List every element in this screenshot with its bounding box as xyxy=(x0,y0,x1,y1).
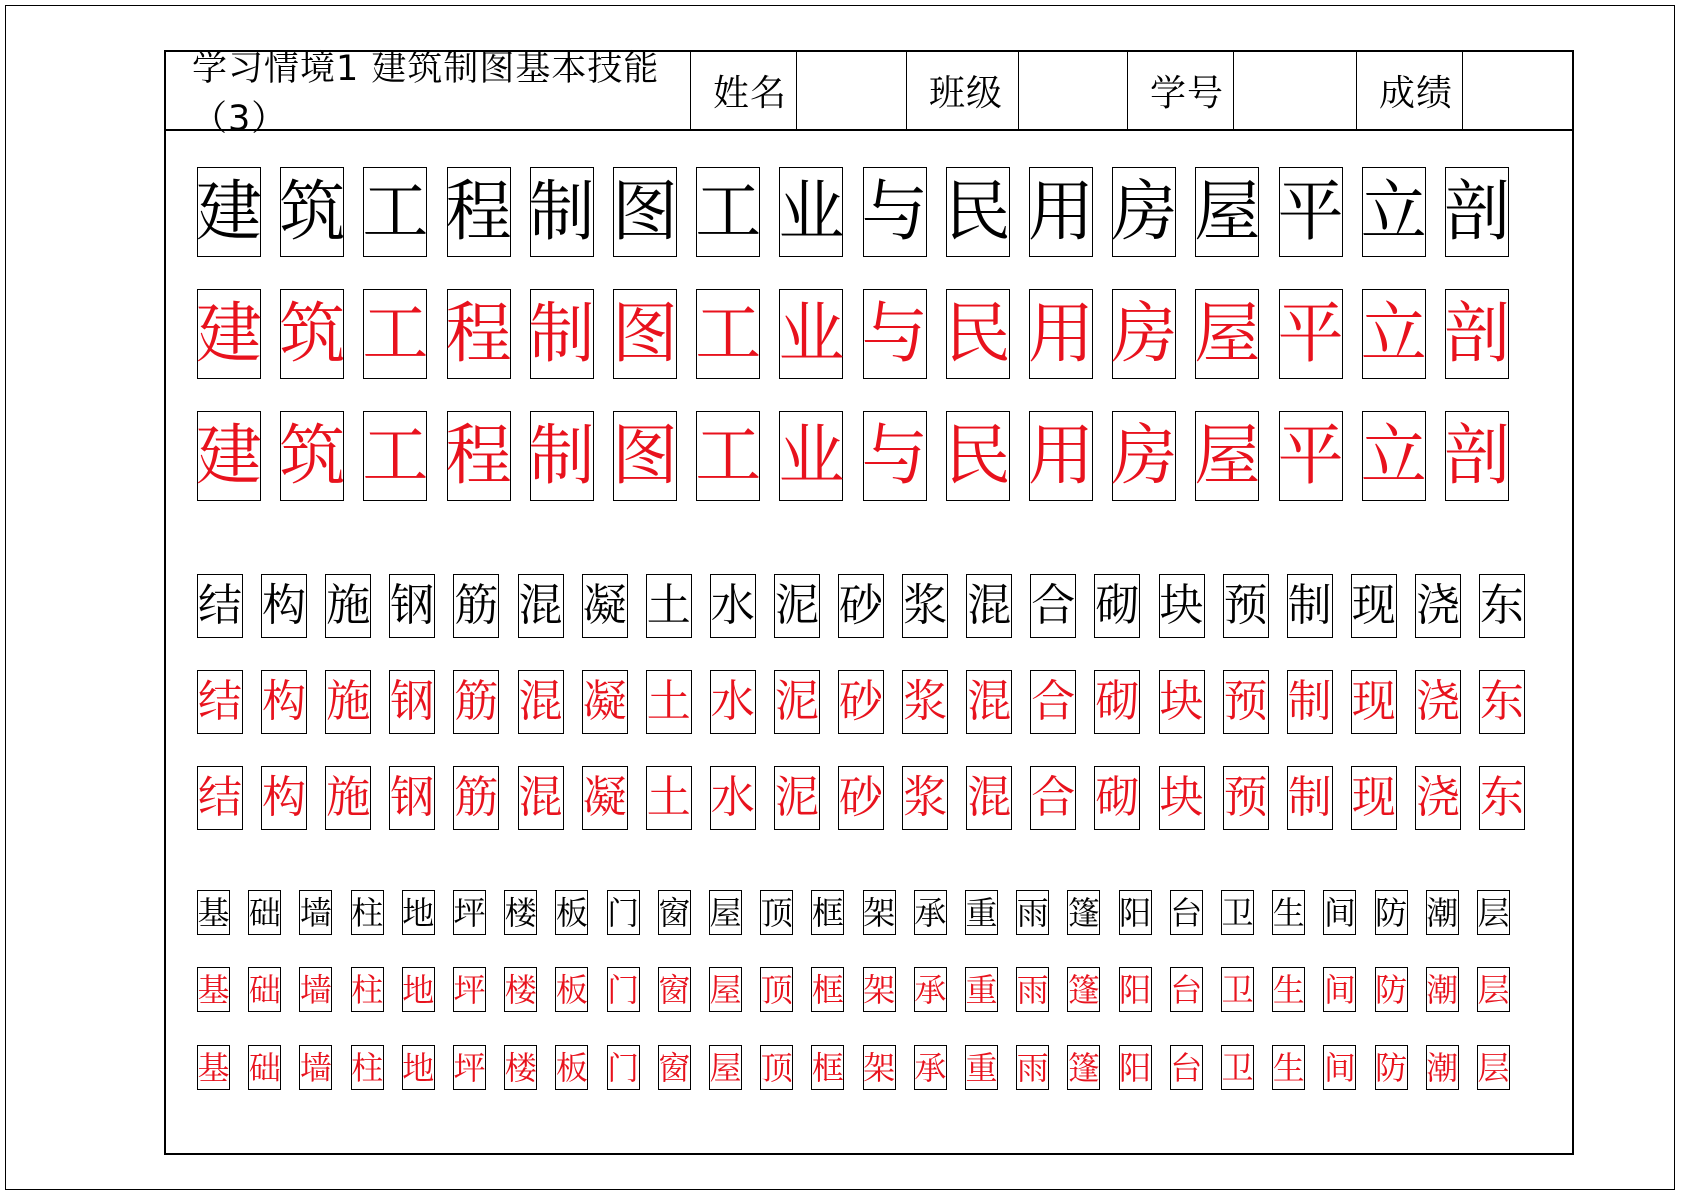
worksheet-frame xyxy=(164,50,1574,1155)
character-box: 坪 xyxy=(453,890,486,935)
character-box: 工 xyxy=(696,411,760,501)
character-box: 砂 xyxy=(838,574,884,638)
character-box: 重 xyxy=(965,967,998,1012)
character-box: 筑 xyxy=(280,167,344,257)
character-box: 潮 xyxy=(1426,1045,1459,1090)
character-box: 结 xyxy=(197,766,243,830)
character-box: 构 xyxy=(261,766,307,830)
character-box: 防 xyxy=(1375,967,1408,1012)
character-box: 用 xyxy=(1029,411,1093,501)
character-box: 础 xyxy=(248,967,281,1012)
character-box: 柱 xyxy=(351,1045,384,1090)
character-box: 水 xyxy=(710,574,756,638)
character-box: 房 xyxy=(1112,289,1176,379)
character-box: 民 xyxy=(946,167,1010,257)
character-box: 业 xyxy=(779,167,843,257)
character-box: 浆 xyxy=(902,766,948,830)
character-box: 阳 xyxy=(1119,967,1152,1012)
character-box: 生 xyxy=(1272,1045,1305,1090)
character-box: 篷 xyxy=(1067,967,1100,1012)
character-box: 屋 xyxy=(1195,411,1259,501)
character-box: 雨 xyxy=(1016,967,1049,1012)
character-box: 剖 xyxy=(1445,289,1509,379)
character-box: 与 xyxy=(863,411,927,501)
character-box: 间 xyxy=(1323,1045,1356,1090)
character-box: 篷 xyxy=(1067,1045,1100,1090)
character-box: 屋 xyxy=(709,1045,742,1090)
character-box: 墙 xyxy=(299,1045,332,1090)
character-box: 制 xyxy=(530,289,594,379)
character-box: 预 xyxy=(1223,766,1269,830)
character-box: 墙 xyxy=(299,890,332,935)
character-box: 地 xyxy=(402,890,435,935)
character-box: 合 xyxy=(1030,670,1076,734)
character-box: 立 xyxy=(1362,167,1426,257)
character-box: 层 xyxy=(1477,967,1510,1012)
character-box: 预 xyxy=(1223,670,1269,734)
character-box: 筑 xyxy=(280,289,344,379)
character-box: 屋 xyxy=(709,890,742,935)
character-box: 砂 xyxy=(838,670,884,734)
class-label: 班级 xyxy=(907,52,1019,129)
character-box: 泥 xyxy=(774,574,820,638)
character-box: 混 xyxy=(966,574,1012,638)
character-box: 承 xyxy=(914,1045,947,1090)
character-box: 浇 xyxy=(1415,670,1461,734)
character-box: 板 xyxy=(555,1045,588,1090)
character-box: 混 xyxy=(518,766,564,830)
character-box: 块 xyxy=(1159,670,1205,734)
character-box: 混 xyxy=(518,574,564,638)
character-box: 民 xyxy=(946,289,1010,379)
character-box: 施 xyxy=(325,574,371,638)
worksheet-title: 学习情境1 建筑制图基本技能（3） xyxy=(166,52,691,129)
character-box: 承 xyxy=(914,967,947,1012)
character-box: 立 xyxy=(1362,289,1426,379)
character-box: 建 xyxy=(197,289,261,379)
character-box: 制 xyxy=(1287,670,1333,734)
character-box: 浆 xyxy=(902,670,948,734)
character-box: 房 xyxy=(1112,411,1176,501)
character-box: 潮 xyxy=(1426,890,1459,935)
character-box: 业 xyxy=(779,289,843,379)
character-box: 楼 xyxy=(504,890,537,935)
character-box: 泥 xyxy=(774,766,820,830)
character-box: 混 xyxy=(966,766,1012,830)
character-box: 与 xyxy=(863,167,927,257)
character-box: 墙 xyxy=(299,967,332,1012)
character-box: 浆 xyxy=(902,574,948,638)
character-box: 雨 xyxy=(1016,890,1049,935)
character-box: 构 xyxy=(261,670,307,734)
character-box: 现 xyxy=(1351,766,1397,830)
character-box: 制 xyxy=(1287,574,1333,638)
character-box: 民 xyxy=(946,411,1010,501)
character-box: 制 xyxy=(1287,766,1333,830)
character-box: 筑 xyxy=(280,411,344,501)
character-box: 地 xyxy=(402,1045,435,1090)
character-box: 承 xyxy=(914,890,947,935)
name-label: 姓名 xyxy=(691,52,797,129)
character-box: 建 xyxy=(197,167,261,257)
character-box: 水 xyxy=(710,670,756,734)
character-box: 防 xyxy=(1375,1045,1408,1090)
character-box: 顶 xyxy=(760,967,793,1012)
character-box: 防 xyxy=(1375,890,1408,935)
character-box: 潮 xyxy=(1426,967,1459,1012)
character-box: 台 xyxy=(1170,1045,1203,1090)
character-box: 东 xyxy=(1479,766,1525,830)
character-box: 凝 xyxy=(582,670,628,734)
character-box: 框 xyxy=(811,967,844,1012)
character-box: 础 xyxy=(248,1045,281,1090)
character-box: 顶 xyxy=(760,890,793,935)
character-box: 施 xyxy=(325,670,371,734)
character-box: 用 xyxy=(1029,167,1093,257)
character-box: 筋 xyxy=(453,670,499,734)
character-box: 楼 xyxy=(504,967,537,1012)
character-box: 层 xyxy=(1477,1045,1510,1090)
character-box: 平 xyxy=(1279,167,1343,257)
character-box: 图 xyxy=(613,167,677,257)
student-id-field[interactable] xyxy=(1234,52,1357,129)
character-box: 柱 xyxy=(351,890,384,935)
character-box: 程 xyxy=(447,411,511,501)
character-box: 屋 xyxy=(709,967,742,1012)
character-box: 砂 xyxy=(838,766,884,830)
character-box: 窗 xyxy=(658,1045,691,1090)
character-box: 筋 xyxy=(453,766,499,830)
character-box: 砌 xyxy=(1094,670,1140,734)
character-box: 窗 xyxy=(658,967,691,1012)
character-box: 工 xyxy=(696,289,760,379)
character-box: 架 xyxy=(863,1045,896,1090)
character-box: 板 xyxy=(555,967,588,1012)
score-field[interactable] xyxy=(1463,52,1572,129)
character-box: 台 xyxy=(1170,890,1203,935)
character-box: 建 xyxy=(197,411,261,501)
character-box: 用 xyxy=(1029,289,1093,379)
character-box: 阳 xyxy=(1119,1045,1152,1090)
score-label: 成绩 xyxy=(1357,52,1463,129)
character-box: 合 xyxy=(1030,574,1076,638)
character-box: 浇 xyxy=(1415,574,1461,638)
character-box: 砌 xyxy=(1094,766,1140,830)
character-box: 施 xyxy=(325,766,371,830)
character-box: 立 xyxy=(1362,411,1426,501)
character-box: 钢 xyxy=(389,670,435,734)
character-box: 钢 xyxy=(389,574,435,638)
worksheet-page xyxy=(5,5,1675,1190)
character-box: 现 xyxy=(1351,574,1397,638)
character-box: 程 xyxy=(447,167,511,257)
character-box: 坪 xyxy=(453,967,486,1012)
character-box: 筋 xyxy=(453,574,499,638)
header-bar xyxy=(166,48,1572,139)
character-box: 层 xyxy=(1477,890,1510,935)
character-box: 程 xyxy=(447,289,511,379)
character-box: 生 xyxy=(1272,890,1305,935)
character-box: 砌 xyxy=(1094,574,1140,638)
character-box: 业 xyxy=(779,411,843,501)
character-box: 基 xyxy=(197,1045,230,1090)
character-box: 间 xyxy=(1323,967,1356,1012)
character-box: 门 xyxy=(607,890,640,935)
character-box: 凝 xyxy=(582,766,628,830)
character-box: 雨 xyxy=(1016,1045,1049,1090)
character-box: 篷 xyxy=(1067,890,1100,935)
character-box: 础 xyxy=(248,890,281,935)
character-box: 块 xyxy=(1159,766,1205,830)
character-box: 卫 xyxy=(1221,890,1254,935)
character-box: 图 xyxy=(613,289,677,379)
character-box: 泥 xyxy=(774,670,820,734)
character-box: 工 xyxy=(363,411,427,501)
character-box: 工 xyxy=(363,289,427,379)
character-box: 基 xyxy=(197,890,230,935)
character-box: 屋 xyxy=(1195,167,1259,257)
character-box: 框 xyxy=(811,1045,844,1090)
character-box: 地 xyxy=(402,967,435,1012)
character-box: 混 xyxy=(966,670,1012,734)
character-box: 卫 xyxy=(1221,1045,1254,1090)
character-box: 门 xyxy=(607,967,640,1012)
character-box: 生 xyxy=(1272,967,1305,1012)
character-box: 台 xyxy=(1170,967,1203,1012)
character-box: 坪 xyxy=(453,1045,486,1090)
character-box: 工 xyxy=(363,167,427,257)
character-box: 东 xyxy=(1479,574,1525,638)
character-box: 顶 xyxy=(760,1045,793,1090)
character-box: 浇 xyxy=(1415,766,1461,830)
character-box: 制 xyxy=(530,167,594,257)
character-box: 屋 xyxy=(1195,289,1259,379)
character-box: 工 xyxy=(696,167,760,257)
character-box: 平 xyxy=(1279,289,1343,379)
character-box: 与 xyxy=(863,289,927,379)
character-box: 柱 xyxy=(351,967,384,1012)
character-box: 窗 xyxy=(658,890,691,935)
character-box: 结 xyxy=(197,670,243,734)
character-box: 楼 xyxy=(504,1045,537,1090)
character-box: 图 xyxy=(613,411,677,501)
character-box: 东 xyxy=(1479,670,1525,734)
character-box: 水 xyxy=(710,766,756,830)
character-box: 卫 xyxy=(1221,967,1254,1012)
character-box: 剖 xyxy=(1445,411,1509,501)
character-box: 钢 xyxy=(389,766,435,830)
character-box: 凝 xyxy=(582,574,628,638)
character-box: 房 xyxy=(1112,167,1176,257)
character-box: 平 xyxy=(1279,411,1343,501)
character-box: 结 xyxy=(197,574,243,638)
character-box: 阳 xyxy=(1119,890,1152,935)
character-box: 剖 xyxy=(1445,167,1509,257)
character-box: 架 xyxy=(863,890,896,935)
name-field[interactable] xyxy=(797,52,907,129)
class-field[interactable] xyxy=(1019,52,1128,129)
character-box: 基 xyxy=(197,967,230,1012)
character-box: 混 xyxy=(518,670,564,734)
character-box: 重 xyxy=(965,1045,998,1090)
character-box: 门 xyxy=(607,1045,640,1090)
character-box: 土 xyxy=(646,670,692,734)
character-box: 板 xyxy=(555,890,588,935)
character-box: 预 xyxy=(1223,574,1269,638)
character-box: 构 xyxy=(261,574,307,638)
student-id-label: 学号 xyxy=(1128,52,1234,129)
character-box: 土 xyxy=(646,766,692,830)
character-box: 现 xyxy=(1351,670,1397,734)
character-box: 间 xyxy=(1323,890,1356,935)
character-box: 土 xyxy=(646,574,692,638)
character-box: 重 xyxy=(965,890,998,935)
character-box: 框 xyxy=(811,890,844,935)
character-box: 制 xyxy=(530,411,594,501)
character-box: 合 xyxy=(1030,766,1076,830)
character-box: 块 xyxy=(1159,574,1205,638)
character-box: 架 xyxy=(863,967,896,1012)
